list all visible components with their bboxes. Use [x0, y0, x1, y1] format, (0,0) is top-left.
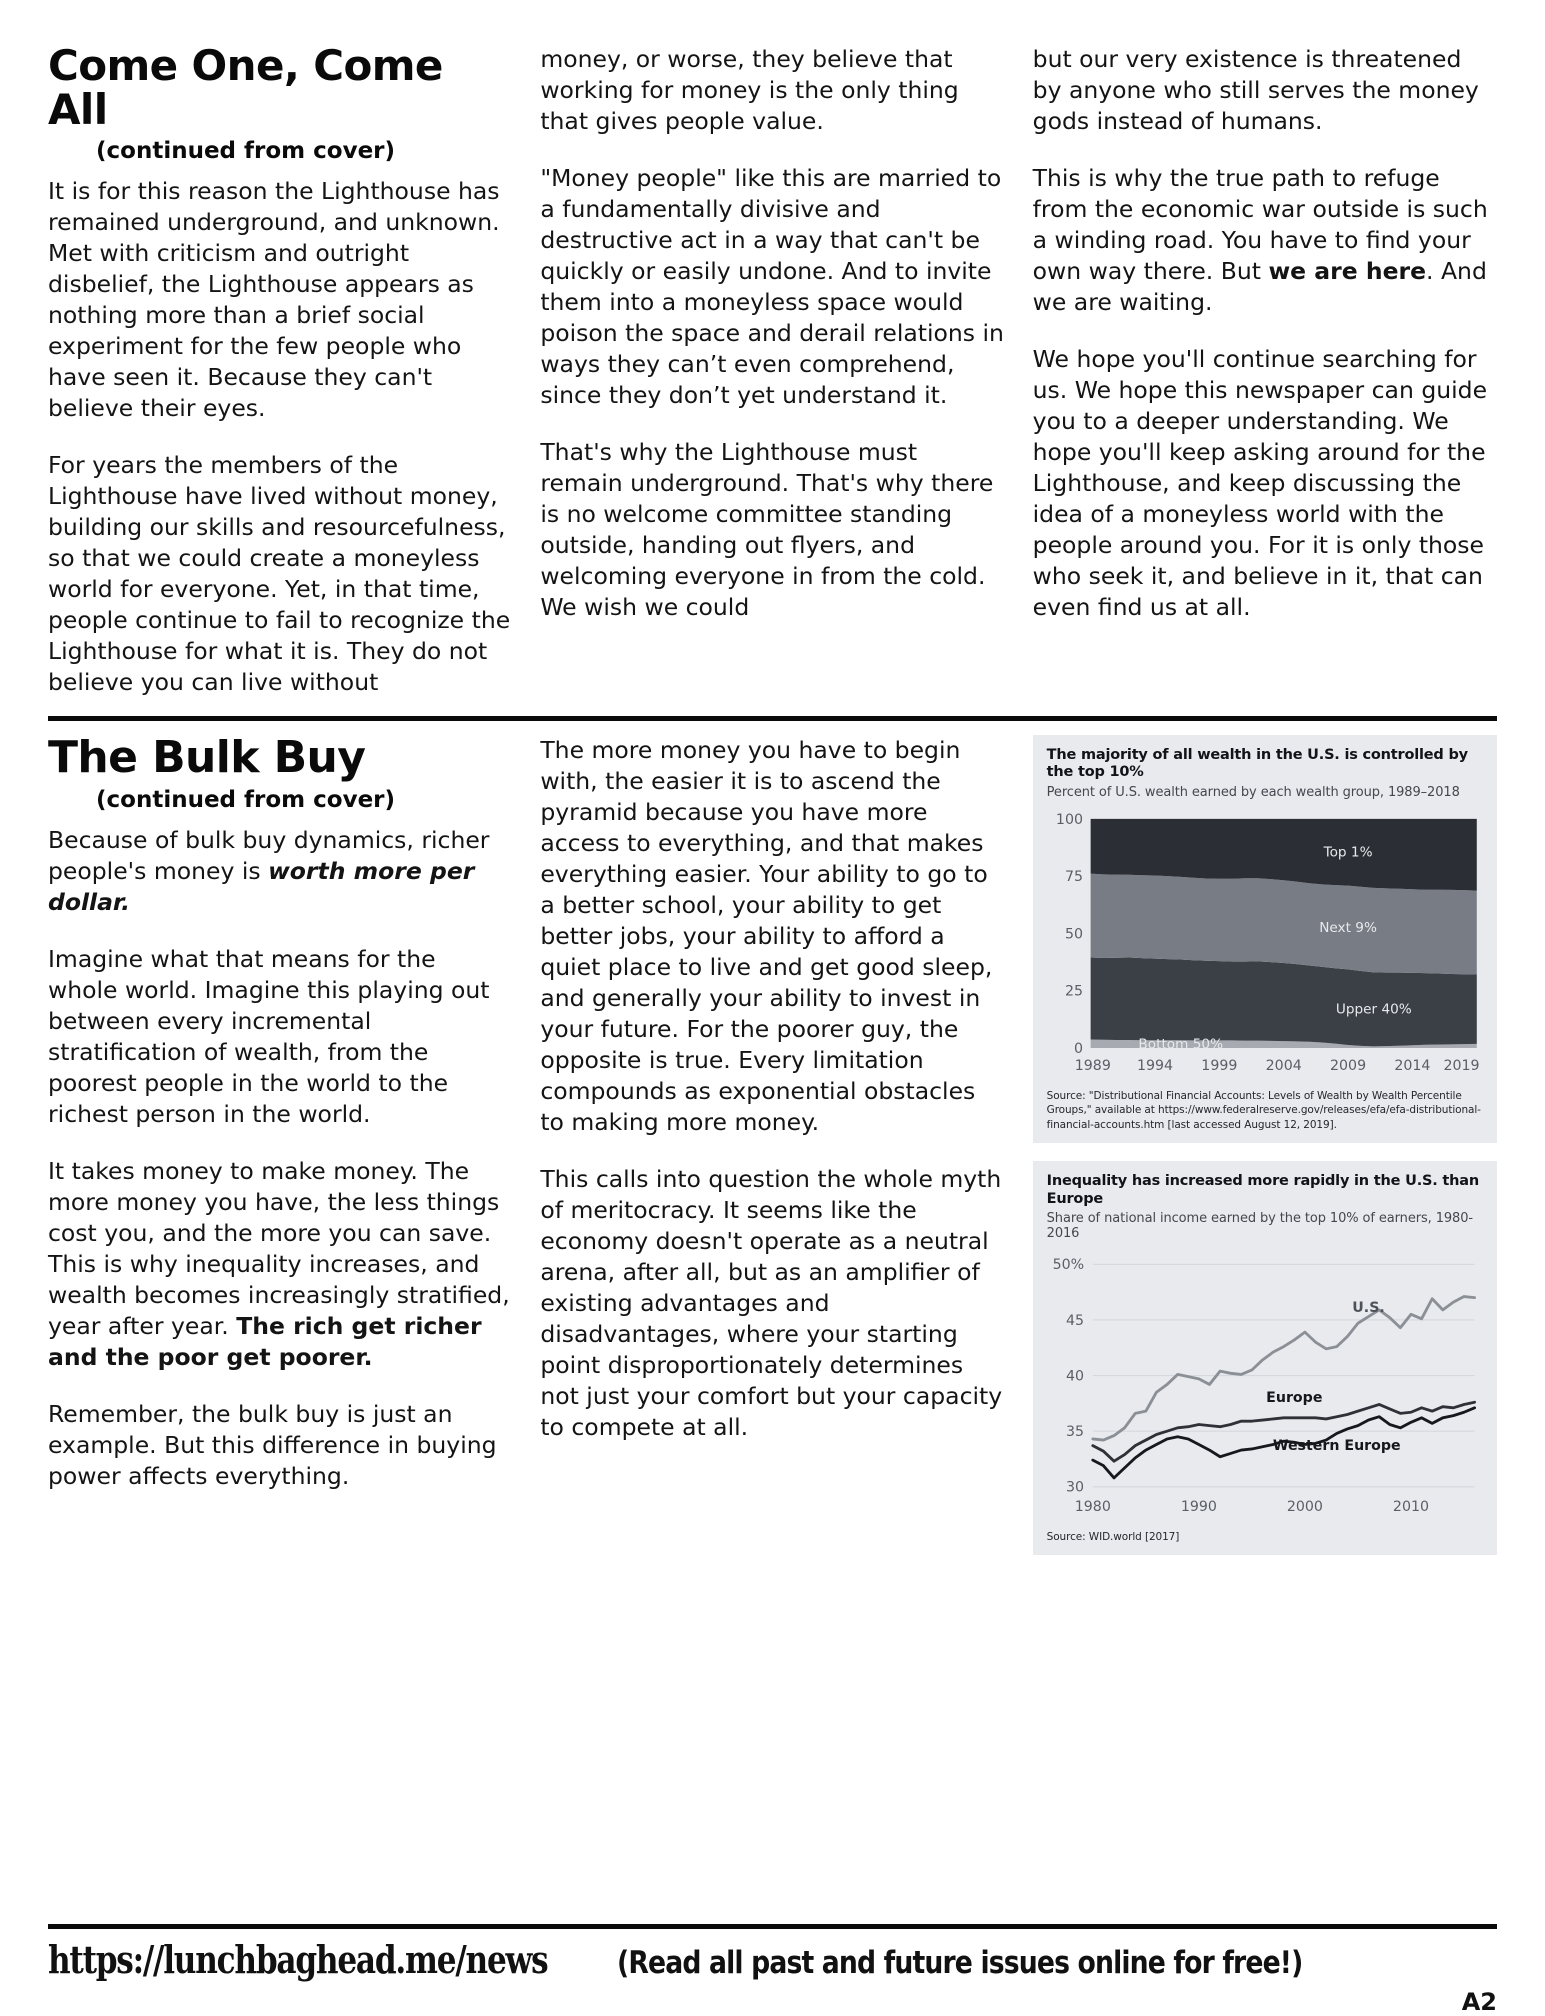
- chart2-series-label: U.S.: [1351, 1300, 1385, 1317]
- chart1-series-label: Top 1%: [1323, 844, 1373, 861]
- article1-col3-body: [1033, 44, 1497, 623]
- article2-chart-column: [1033, 735, 1497, 1573]
- paragraph: money, or worse, they believe that working for money is the only thing that gives people value.: [540, 45, 959, 136]
- page-footer: [48, 1924, 1497, 2016]
- chart1-ytick: 75: [1064, 868, 1083, 885]
- chart1-plot: [1047, 808, 1483, 1081]
- chart2-ytick: 50%: [1052, 1257, 1084, 1274]
- chart1-xtick: 1999: [1200, 1057, 1238, 1074]
- chart1-xtick: 2004: [1265, 1057, 1302, 1074]
- article2-col1-body: [48, 825, 512, 1492]
- paragraph: This is why the true path to refuge from the economic war outside is such a winding road. You have to find your own way there. But we are here. And we are waiting.: [1032, 164, 1488, 317]
- section-divider-rule: [48, 716, 1497, 721]
- paragraph: This calls into question the whole myth of meritocracy. It seems like the economy doesn't operate as a neutral arena, after all, but as an amplifier of existing advantages and disadvantages, where your starting point disproportionately determines not just your comfort but your capacity to compete at all.: [540, 1165, 1003, 1442]
- paragraph: Remember, the bulk buy is just an example. But this difference in buying power affects everything.: [48, 1400, 497, 1491]
- wealth-share-chart-card: [1033, 735, 1497, 1143]
- article2-headline: The Bulk Buy: [48, 732, 366, 784]
- paragraph: We hope you'll continue searching for us. We hope this newspaper can guide you to a deeper understanding. We hope you'll keep asking around for the Lighthouse, and keep discussing the idea of a moneyless world with the people around you. For it is only those who seek it, and believe in it, that can even find us at all.: [1032, 345, 1488, 622]
- inequality-chart-card: [1033, 1161, 1497, 1554]
- article2-col2-body: [540, 735, 1004, 1443]
- chart1-series-label: Upper 40%: [1335, 1001, 1412, 1018]
- chart1-ytick: 100: [1055, 811, 1083, 828]
- chart2-xtick: 1990: [1180, 1498, 1217, 1515]
- chart2-xtick: 1980: [1074, 1498, 1111, 1515]
- article1-subhead: (continued from cover): [96, 138, 396, 165]
- chart2-series-label: Western Europe: [1272, 1438, 1401, 1455]
- chart1-xtick: 1994: [1136, 1057, 1173, 1074]
- chart2-plot: [1047, 1249, 1483, 1522]
- page-number: A2: [1461, 1988, 1497, 2016]
- chart1-xtick: 1989: [1074, 1057, 1111, 1074]
- article1-col2-body: [540, 44, 1004, 623]
- paragraph: but our very existence is threatened by anyone who still serves the money gods instead of humans.: [1032, 45, 1479, 136]
- footer-url-link[interactable]: https://lunchbaghead.me/news: [48, 1937, 548, 1982]
- page-title: Come One, Come All: [48, 41, 443, 135]
- chart1-ytick: 0: [1073, 1040, 1083, 1057]
- footer-divider-rule: [48, 1924, 1497, 1929]
- chart2-svg: [1047, 1249, 1483, 1522]
- paragraph: Because of bulk buy dynamics, richer people's money is worth more per dollar.: [48, 825, 490, 916]
- chart2-ytick: 45: [1065, 1312, 1084, 1329]
- chart1-ytick: 25: [1064, 983, 1083, 1000]
- chart2-ytick: 30: [1065, 1479, 1084, 1496]
- chart2-ytick: 35: [1065, 1424, 1084, 1441]
- chart2-xtick: 2010: [1392, 1498, 1429, 1515]
- paragraph: It is for this reason the Lighthouse has remained underground, and unknown. Met with criticism and outright disbelief, the Lighthouse appears as nothing more than a brief social experiment for the few people who have seen it. Because they can't believe their eyes.: [48, 176, 500, 422]
- chart2-series-label: Europe: [1265, 1390, 1323, 1407]
- paragraph: "Money people" like this are married to a fundamentally divisive and destructive act in a way that can't be quickly or easily undone. And to invite them into a moneyless space would poison the space and derail relations in ways they can’t even comprehend, since they don’t yet understand it.: [540, 164, 1004, 410]
- chart2-xtick: 2000: [1286, 1498, 1323, 1515]
- paragraph: The more money you have to begin with, the easier it is to ascend the pyramid because you have more access to everything, and that makes everything easier. Your ability to go to a better school, your ability to get better jobs, your ability to afford a quiet place to live and get good sleep, and generally your ability to invest in your future. For the poorer guy, the opposite is true. Every limitation compounds as exponential obstacles to making more money.: [540, 736, 993, 1137]
- article-come-one-come-all: [48, 41, 1497, 698]
- chart1-xtick: 2014: [1394, 1057, 1431, 1074]
- chart1-title: The majority of all wealth in the U.S. is controlled by the top 10%: [1046, 747, 1468, 781]
- article2-column-1: [48, 732, 512, 1573]
- chart1-svg: [1047, 808, 1483, 1081]
- chart1-series-label: Bottom 50%: [1138, 1036, 1223, 1053]
- article2-subhead: (continued from cover): [96, 787, 396, 814]
- chart1-ytick: 50: [1064, 926, 1083, 943]
- article2-column-2: [540, 735, 1004, 1573]
- paragraph: It takes money to make money. The more money you have, the less things cost you, and the more you can save. This is why inequality increases, and wealth becomes increasingly stratified, year after year. The rich get richer and the poor get poorer.: [48, 1156, 510, 1372]
- chart2-source: Source: WID.world [2017]: [1046, 1530, 1180, 1543]
- chart1-subtitle: Percent of U.S. wealth earned by each wealth group, 1989–2018: [1046, 784, 1460, 800]
- chart2-subtitle: Share of national income earned by the top 10% of earners, 1980-2016: [1046, 1211, 1473, 1242]
- article1-column-1: [48, 41, 512, 698]
- paragraph: That's why the Lighthouse must remain underground. That's why there is no welcome committee standing outside, handing out flyers, and welcoming everyone in from the cold. We wish we could: [540, 438, 994, 622]
- footer-line: [48, 1937, 1497, 1982]
- article1-col1-body: [48, 176, 512, 698]
- article1-column-2: [540, 44, 1004, 698]
- footer-note: (Read all past and future issues online for free!): [617, 1945, 1303, 1981]
- paragraph: Imagine what that means for the whole world. Imagine this playing out between every incremental stratification of wealth, from the poorest people in the world to the richest person in the world.: [48, 944, 490, 1128]
- paragraph: For years the members of the Lighthouse have lived without money, building our skills and resourcefulness, so that we could create a moneyless world for everyone. Yet, in that time, people continue to fail to recognize the Lighthouse for what it is. They do not believe you can live without: [48, 450, 511, 697]
- chart2-ytick: 40: [1065, 1368, 1084, 1385]
- article-the-bulk-buy: [48, 732, 1497, 1573]
- chart1-source: Source: "Distributional Financial Accounts: Levels of Wealth by Wealth Percentile Groups," available at https://www.federalreserve.gov/releases/efa/efa-distributional-financial-accounts.htm [last accessed August 12, 2019].: [1046, 1089, 1481, 1132]
- chart1-xtick: 2009: [1329, 1057, 1366, 1074]
- chart1-xtick: 2019: [1443, 1057, 1480, 1074]
- chart2-title: Inequality has increased more rapidly in the U.S. than Europe: [1046, 1173, 1479, 1207]
- article1-column-3: [1033, 44, 1497, 698]
- chart1-series-label: Next 9%: [1318, 919, 1377, 936]
